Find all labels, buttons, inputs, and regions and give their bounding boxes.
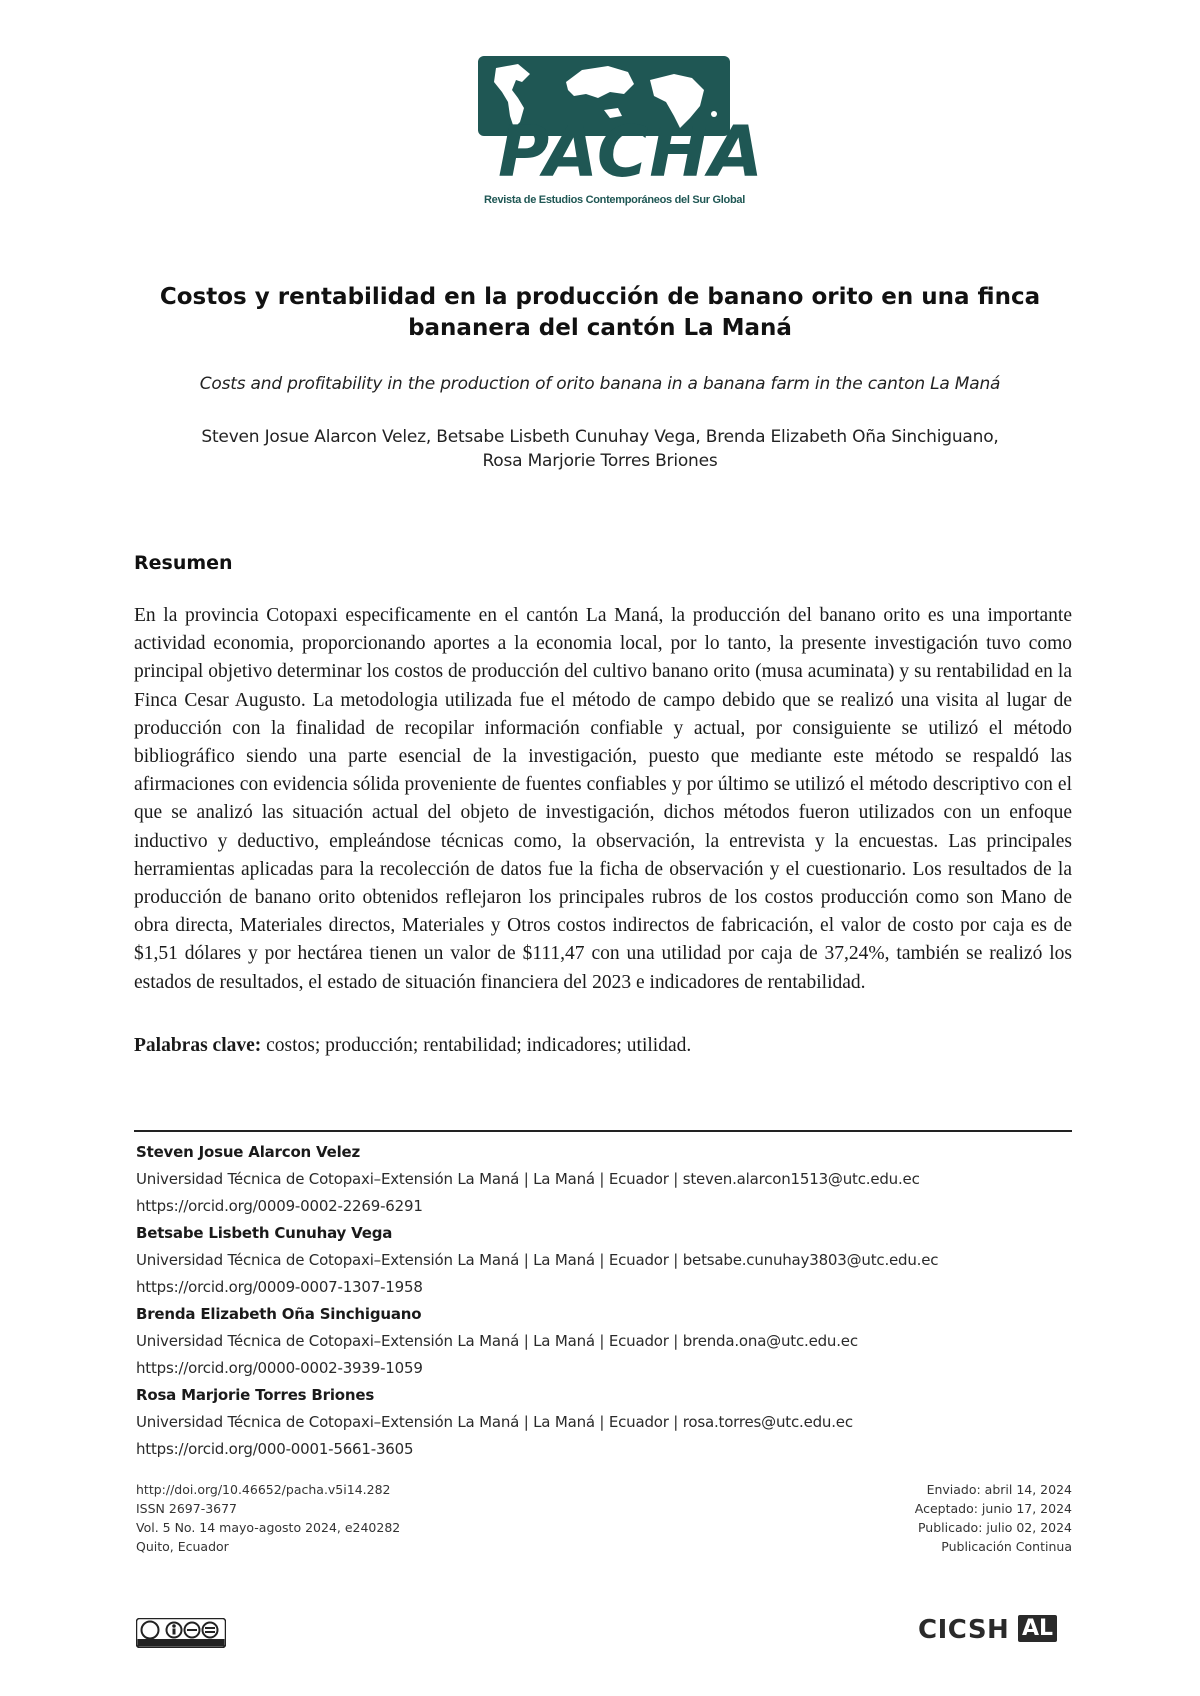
author-name: Brenda Elizabeth Oña Sinchiguano [136, 1305, 422, 1323]
article-subtitle: Costs and profitability in the production of orito banana in a banana farm in the canton La Maná [199, 374, 1001, 394]
cicshal-logo-word: CICSH [918, 1615, 1010, 1645]
abstract-text: En la provincia Cotopaxi especificamente en el cantón La Maná, la producción del banano orito es una importante actividad economia, proporcionando aportes a la economia local, por lo tanto, la presente investigación tuvo como principal objetivo determinar los costos de producción del cultivo banano orito (musa acuminata) y su rentabilidad en la Finca Cesar Augusto. La metodologia utilizada fue el método de campo debido que se realizó una visita al lugar de producción con la finalidad de recopilar información confiable y actual, por consiguiente se utilizó el método bibliográfico siendo una parte esencial de la investigación, puesto que mediante este método se respaldó las afirmaciones con evidencia sólida proveniente de fuentes confiables y por último se utilizó el método descriptivo con el que se analizó las situación actual del objeto de investigación, dichos métodos fueron utilizados con un enfoque inductivo y deductivo, empleándose técnicas como, la observación, la entrevista y la encuestas. Las principales herramientas aplicadas para la recolección de datos fue la ficha de observación y el cuestionario. Los resultados de la producción de banano orito obtenidos reflejaron los principales rubros de los costos producción como son Mano de obra directa, Materiales directos, Materiales y Otros costos indirectos de fabricación, el valor de costo por caja es de $1,51 dólares y por hectárea tienen un valor de $111,47 con una utilidad por caja de 37,24%, también se realizó los estados de resultados, el estado de situación financiera del 2023 e indicadores de rentabilidad. [134, 605, 1072, 993]
authors-block [100, 425, 1100, 473]
author-affiliations [136, 1139, 1076, 1463]
cicshal-logo [918, 1605, 1066, 1655]
date-published: Publicado: julio 02, 2024 [917, 1520, 1072, 1535]
keywords-label: Palabras clave: [134, 1035, 262, 1056]
creative-commons-icon [136, 1618, 226, 1648]
author-orcid-link[interactable]: https://orcid.org/000-0001-5661-3605 [136, 1440, 414, 1458]
keywords [134, 1035, 1072, 1057]
cicshal-logo-al: AL [1018, 1615, 1057, 1642]
publication-dates [915, 1480, 1072, 1556]
author-institution: Universidad Técnica de Cotopaxi–Extensión La Maná | La Maná | Ecuador | brenda.ona@utc.edu.ec [136, 1332, 858, 1350]
publication-info [136, 1480, 400, 1556]
author-name: Betsabe Lisbeth Cunuhay Vega [136, 1224, 393, 1242]
authors-line: Steven Josue Alarcon Velez, Betsabe Lisbeth Cunuhay Vega, Brenda Elizabeth Oña Sinchiguano, [201, 427, 999, 447]
journal-logo [478, 56, 765, 212]
journal-logo-word: PACHA [498, 111, 765, 193]
abstract-heading: Resumen [134, 552, 233, 574]
journal-logo-subtitle: Revista de Estudios Contemporáneos del Sur Global [484, 194, 745, 206]
author-institution: Universidad Técnica de Cotopaxi–Extensión La Maná | La Maná | Ecuador | betsabe.cunuhay3803@utc.edu.ec [136, 1251, 939, 1269]
date-sent: Enviado: abril 14, 2024 [926, 1482, 1072, 1497]
publication-mode: Publicación Continua [941, 1539, 1072, 1554]
author-institution: Universidad Técnica de Cotopaxi–Extensión La Maná | La Maná | Ecuador | rosa.torres@utc.edu.ec [136, 1413, 853, 1431]
volume: Vol. 5 No. 14 mayo-agosto 2024, e240282 [136, 1520, 401, 1535]
location: Quito, Ecuador [136, 1539, 229, 1554]
author-orcid-link[interactable]: https://orcid.org/0000-0002-3939-1059 [136, 1359, 423, 1377]
author-orcid-link[interactable]: https://orcid.org/0009-0002-2269-6291 [136, 1197, 423, 1215]
date-accepted: Aceptado: junio 17, 2024 [914, 1501, 1072, 1516]
divider [134, 1130, 1072, 1132]
issn: ISSN 2697-3677 [136, 1501, 238, 1516]
author-name: Rosa Marjorie Torres Briones [136, 1386, 375, 1404]
article-title: Costos y rentabilidad en la producción de banano orito en una finca bananera del cantón La Maná [159, 284, 1041, 341]
author-name: Steven Josue Alarcon Velez [136, 1143, 361, 1161]
authors-line: Rosa Marjorie Torres Briones [482, 451, 718, 471]
keywords-list: costos; producción; rentabilidad; indicadores; utilidad. [266, 1035, 692, 1056]
author-orcid-link[interactable]: https://orcid.org/0009-0007-1307-1958 [136, 1278, 423, 1296]
author-institution: Universidad Técnica de Cotopaxi–Extensión La Maná | La Maná | Ecuador | steven.alarcon1513@utc.edu.ec [136, 1170, 920, 1188]
doi-link[interactable]: http://doi.org/10.46652/pacha.v5i14.282 [136, 1482, 391, 1497]
